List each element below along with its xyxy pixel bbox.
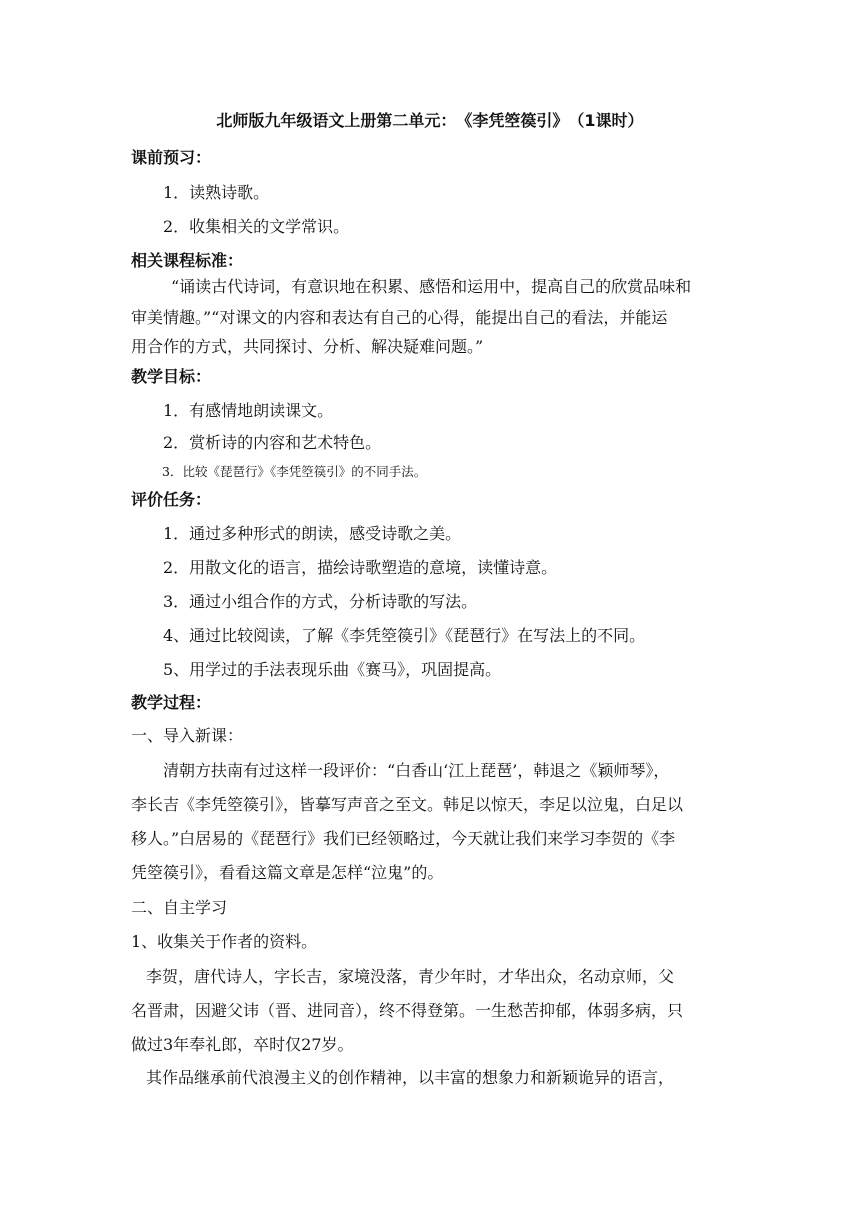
author-line: 做过3年奉礼郎，卒时仅27岁。 (131, 1035, 354, 1054)
goal-item: 1．有感情地朗读课文。 (163, 401, 334, 420)
preview-heading: 课前预习： (131, 148, 212, 167)
task-item: 4、通过比较阅读，了解《李凭箜篌引》《琵琶行》在写法上的不同。 (163, 626, 646, 645)
standards-line: “诵读古代诗词，有意识地在积累、感悟和运用中，提高自己的欣赏品味和 (171, 277, 692, 296)
goal-item: 3．比较《琵琶行》《李凭箜篌引》的不同手法。 (162, 464, 427, 479)
preview-item: 2．收集相关的文学常识。 (163, 217, 350, 236)
process-heading: 教学过程： (131, 693, 212, 712)
subsection-heading: 1、收集关于作者的资料。 (131, 932, 318, 951)
task-item: 3．通过小组合作的方式，分析诗歌的写法。 (163, 592, 478, 611)
document-title: 北师版九年级语文上册第二单元： 《李凭箜篌引》 （1课时） (216, 111, 644, 130)
section-heading: 一、导入新课： (131, 726, 244, 745)
task-item: 1．通过多种形式的朗读，感受诗歌之美。 (163, 524, 462, 543)
author-line: 李贺，唐代诗人，字长吉，家境没落，青少年时，才华出众，名动京师，父 (146, 967, 675, 986)
goal-item: 2．赏析诗的内容和艺术特色。 (163, 433, 382, 452)
standards-line: 用合作的方式，共同探讨、分析、解决疑难问题。” (131, 337, 484, 356)
task-item: 2．用散文化的语言，描绘诗歌塑造的意境，读懂诗意。 (163, 558, 558, 577)
standards-heading: 相关课程标准： (131, 251, 244, 270)
intro-line: 李长吉《李凭箜篌引》，皆摹写声音之至文。韩足以惊天，李足以泣鬼，白足以 (131, 795, 684, 814)
tasks-heading: 评价任务： (131, 490, 212, 509)
works-line: 其作品继承前代浪漫主义的创作精神，以丰富的想象力和新颖诡异的语言， (146, 1068, 675, 1087)
intro-line: 凭箜篌引》，看看这篇文章是怎样“泣鬼”的。 (131, 863, 444, 882)
preview-item: 1．读熟诗歌。 (163, 183, 270, 202)
intro-line: 清朝方扶南有过这样一段评价：“白香山‘江上琵琶’，韩退之《颖师琴》， (163, 761, 670, 780)
author-line: 名晋肃，因避父讳（晋、进同音），终不得登第。一生愁苦抑郁，体弱多病，只 (131, 1001, 684, 1020)
goals-heading: 教学目标： (131, 367, 212, 386)
task-item: 5、用学过的手法表现乐曲《赛马》，巩固提高。 (163, 660, 502, 679)
standards-line: 审美情趣。”“对课文的内容和表达有自己的心得，能提出自己的看法，并能运 (131, 308, 668, 327)
section-heading: 二、自主学习 (131, 898, 228, 917)
intro-line: 移人。”白居易的《琵琶行》我们已经领略过，今天就让我们来学习李贺的《李 (131, 829, 676, 848)
